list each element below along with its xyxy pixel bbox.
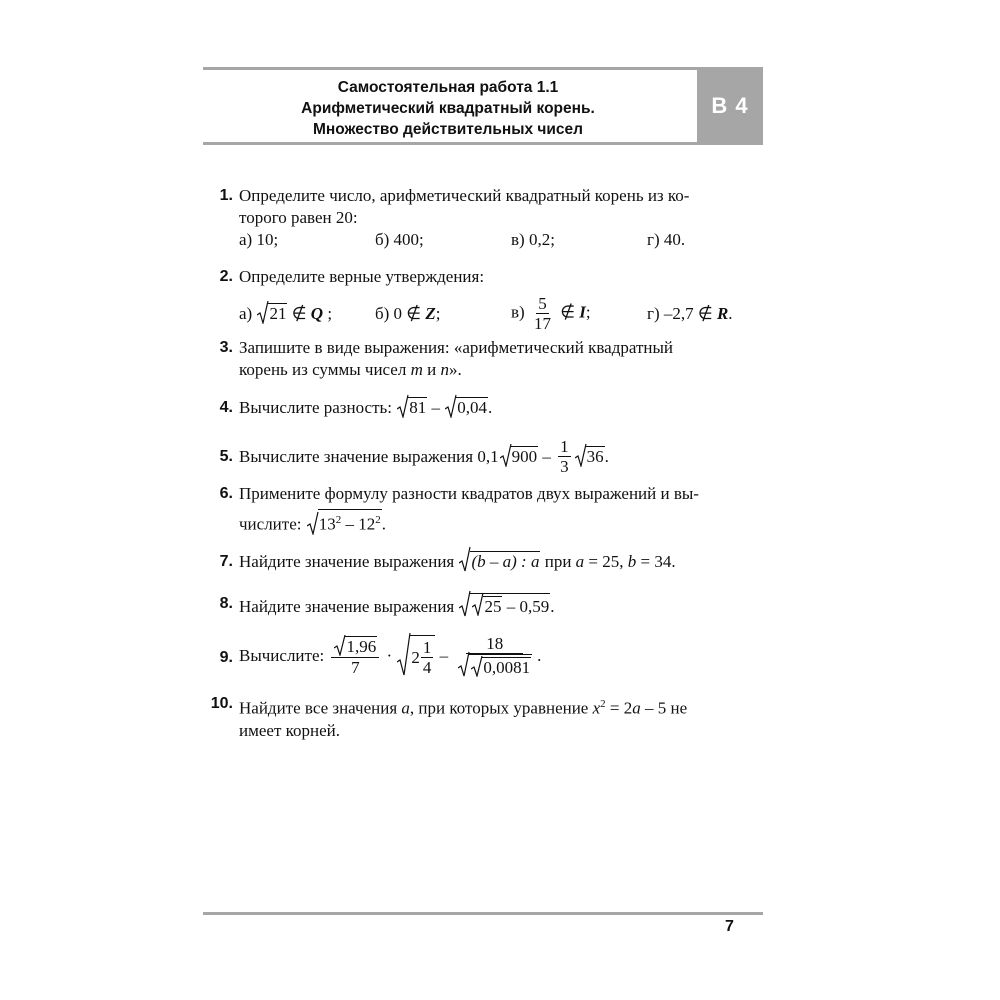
variable-x: x [592,698,601,718]
variable-b: b [627,552,637,571]
set-symbol: Z [425,303,436,323]
title-line-3: Множество действительных чисел [312,121,584,138]
option-d: г) 40. [647,230,686,249]
numerator: 18 [466,634,523,654]
numerator: 1 [422,638,432,657]
option-b [375,303,511,325]
sqrt-expression [500,446,539,468]
header-top-rule [203,67,763,70]
base: 13 [318,514,336,534]
option-a [239,303,375,325]
task-number: 10. [210,695,233,712]
text-part: = 2 [605,698,633,718]
denominator [455,654,534,678]
variable-a: a [632,698,641,718]
punct: . [537,646,542,665]
set-symbol: I [579,302,586,322]
sqrt-expression [459,593,550,618]
task-text: Найдите значение выражения [239,552,459,571]
denominator: 7 [351,657,360,677]
radicand: 36 [586,446,604,466]
operator: – [538,446,556,466]
text-part: и [422,360,441,379]
page-title [203,77,693,140]
fraction [421,638,434,677]
set-symbol: Q [310,303,324,323]
radicand: 900 [511,446,538,466]
option-label: г) –2,7 ∉ [647,303,717,323]
radicand [469,654,532,678]
task-4 [200,397,770,419]
text-part: при [540,552,576,571]
header-block [203,67,763,145]
radicand: 21 [269,303,287,323]
task-number: 5. [219,448,233,465]
operator: · [382,646,397,665]
task-text: Вычислите значение выражения 0,1 [239,446,499,466]
punct: . [604,446,609,466]
task-text [239,509,770,536]
exponent: 2 [375,514,381,526]
answer-options [239,294,770,333]
numerator: 1 [560,437,569,456]
fraction [331,636,379,677]
title-line-2: Арифметический квадратный корень. [301,100,595,117]
task-number: 8. [219,595,233,612]
task-text: торого равен 20: [239,208,358,227]
radicand: 81 [409,398,427,417]
text-part: корень из суммы чисел [239,360,411,379]
sqrt-expression [307,509,382,536]
operator: – [341,514,359,534]
text-part: – 5 не [640,698,688,718]
option-label: б) 0 ∉ [375,303,426,323]
fraction [532,294,553,333]
radicand: 1,96 [346,636,377,656]
task-number: 6. [219,485,233,502]
task-number: 1. [219,187,233,204]
punct: . [550,597,555,616]
option-c [511,294,647,333]
operator: – [427,398,445,417]
task-8 [200,593,770,618]
option-a: а) 10; [239,230,279,249]
task-text: Вычислите: [239,646,329,665]
sqrt-expression [445,397,488,419]
denominator: 17 [533,314,551,333]
header-bottom-rule [203,142,763,145]
exponent: 2 [335,514,342,526]
task-text: Примените формулу разности квадратов двух выражений и вы- [239,484,699,503]
radicand: 0,0081 [483,658,531,677]
text-part: – 0,59 [502,597,550,616]
task-7 [200,551,770,573]
variable-a: a [575,552,585,571]
task-text: Определите верные утверждения: [239,267,485,286]
task-5 [200,437,770,476]
task-text [239,359,770,381]
task-number: 7. [219,553,233,570]
sqrt-expression [334,636,377,657]
answer-options [239,229,770,251]
footer-rule [203,912,763,915]
option-b: б) 400; [375,230,424,249]
task-text: имеет корней. [239,720,341,740]
task-text: Определите число, арифметический квадратный корень из ко- [239,186,690,205]
punct: ; [323,303,333,323]
option-d [647,303,733,325]
text-part: ». [448,360,462,379]
task-9 [200,634,770,678]
exponent: 2 [600,698,606,710]
radicand [470,593,550,617]
punct: . [728,303,733,323]
page-number: 7 [725,918,734,935]
task-number: 3. [219,339,233,356]
task-2 [200,266,770,333]
text-part: , при которых уравнение [409,698,593,718]
option-c: в) 0,2; [511,230,555,249]
radicand [410,635,435,677]
radicand [318,509,382,535]
variant-badge: В 4 [697,67,763,145]
sqrt-expression [257,303,287,325]
task-10 [200,693,770,742]
punct: ; [435,303,441,323]
sqrt-expression [575,446,605,468]
fraction [455,634,534,678]
task-number: 9. [219,649,233,666]
option-label: в) [511,302,529,322]
task-text: Вычислите разность: [239,398,397,417]
radicand: 25 [484,597,502,616]
denominator: 4 [422,658,432,677]
text-part: = 25, [584,552,628,571]
operator: – [435,646,453,665]
radicand: (b – a) : a [471,552,540,571]
sqrt-expression [397,635,435,677]
variable-a: a [401,698,410,718]
whole-part: 2 [411,647,420,667]
task-number: 2. [219,268,233,285]
numerator: 5 [538,294,547,313]
task-text: Запишите в виде выражения: «арифметический квадратный [239,338,674,357]
denominator: 3 [560,457,569,476]
variable-m: m [410,360,423,379]
relation: ∉ [287,303,311,323]
fraction [558,437,571,476]
text-part: = 34. [636,552,676,571]
title-line-1: Самостоятельная работа 1.1 [337,79,559,96]
relation: ∉ [555,302,580,322]
punct: . [381,514,386,534]
option-label: а) [239,303,257,323]
set-symbol: R [716,303,729,323]
base: 12 [358,514,376,534]
text-part: числите: [239,514,306,534]
text-part: Найдите все значения [239,698,402,718]
task-text [239,693,770,720]
radicand: 0,04 [457,398,487,417]
punct: ; [585,302,591,322]
sqrt-expression-inner [471,657,531,678]
task-text: Найдите значение выражения [239,597,459,616]
task-6 [200,483,770,536]
sqrt-expression-inner [472,596,502,617]
task-1 [200,185,770,251]
sqrt-expression [397,397,427,419]
numerator [331,636,379,658]
task-3 [200,337,770,381]
variable-n: n [440,360,449,379]
sqrt-expression [459,551,540,573]
task-number: 4. [219,399,233,416]
punct: . [488,398,493,417]
sqrt-expression [458,654,532,678]
